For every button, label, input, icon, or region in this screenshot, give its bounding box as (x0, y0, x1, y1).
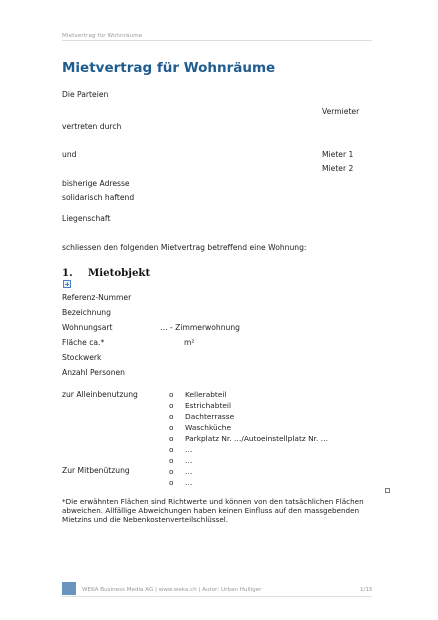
expand-icon[interactable] (63, 280, 71, 288)
property-label: Liegenschaft (62, 214, 111, 223)
bullet-icon: o (169, 412, 174, 421)
field-value: m² (184, 338, 195, 347)
field-label: Fläche ca.* (62, 338, 105, 347)
field-label: Stockwerk (62, 353, 102, 362)
list-item: o Parkplatz Nr. …/Autoeinstellplatz Nr. … (169, 434, 329, 443)
field-value: … - Zimmerwohnung (160, 323, 240, 332)
weka-logo (62, 582, 76, 595)
list-item: o Waschküche (169, 423, 231, 432)
list-item: o Estrichabteil (169, 401, 232, 410)
footer-divider (62, 596, 372, 597)
bullet-icon: o (169, 390, 174, 399)
tenant2-label: Mieter 2 (322, 164, 354, 173)
bullet-icon: o (169, 467, 174, 476)
bullet-icon: o (169, 401, 174, 410)
field-label: Wohnungsart (62, 323, 113, 332)
field-label: Bezeichnung (62, 308, 111, 317)
field-label: Anzahl Personen (62, 368, 125, 377)
area-footnote: *Die erwähnten Flächen sind Richtwerte und können von den tatsächlichen Flächen abweichen. Allfällige Abweichungen haben keinen Einfluss auf den massgebenden Mietzins und die Nebenkostenverteilschlüssel. (62, 497, 364, 524)
section-number: 1. (62, 267, 73, 279)
bullet-icon: o (169, 445, 174, 454)
previous-address-label: bisherige Adresse (62, 179, 130, 188)
list-item: o … (169, 478, 193, 487)
list-item: o … (169, 456, 193, 465)
list-item: o Kellerabteil (169, 390, 227, 399)
paragraph-mark-icon (385, 488, 390, 493)
bullet-icon: o (169, 423, 174, 432)
agreement-sentence: schliessen den folgenden Mietvertrag betreffend eine Wohnung: (62, 243, 307, 252)
footer-text: WEKA Business Media AG | www.weka.ch | Autor: Urban Hulliger (82, 587, 262, 593)
page-number: 1/15 (360, 587, 373, 593)
list-item: o Dachterrasse (169, 412, 235, 421)
header-divider (62, 40, 372, 41)
and-label: und (62, 150, 77, 159)
exclusive-use-label: zur Alleinbenutzung (62, 390, 138, 399)
represented-by-label: vertreten durch (62, 122, 122, 131)
landlord-label: Vermieter (322, 107, 360, 116)
bullet-icon: o (169, 434, 174, 443)
running-header: Mietvertrag für Wohnräume (62, 33, 143, 39)
jointly-liable-label: solidarisch haftend (62, 193, 135, 202)
section-title: Mietobjekt (88, 267, 151, 279)
tenant1-label: Mieter 1 (322, 150, 354, 159)
bullet-icon: o (169, 478, 174, 487)
list-item: o … (169, 467, 193, 476)
shared-use-label: Zur Mitbenützung (62, 466, 130, 475)
document-title: Mietvertrag für Wohnräume (62, 60, 276, 76)
parties-label: Die Parteien (62, 90, 109, 99)
bullet-icon: o (169, 456, 174, 465)
list-item: o … (169, 445, 193, 454)
field-label: Referenz-Nummer (62, 293, 132, 302)
section-heading-mietobjekt (62, 267, 150, 279)
